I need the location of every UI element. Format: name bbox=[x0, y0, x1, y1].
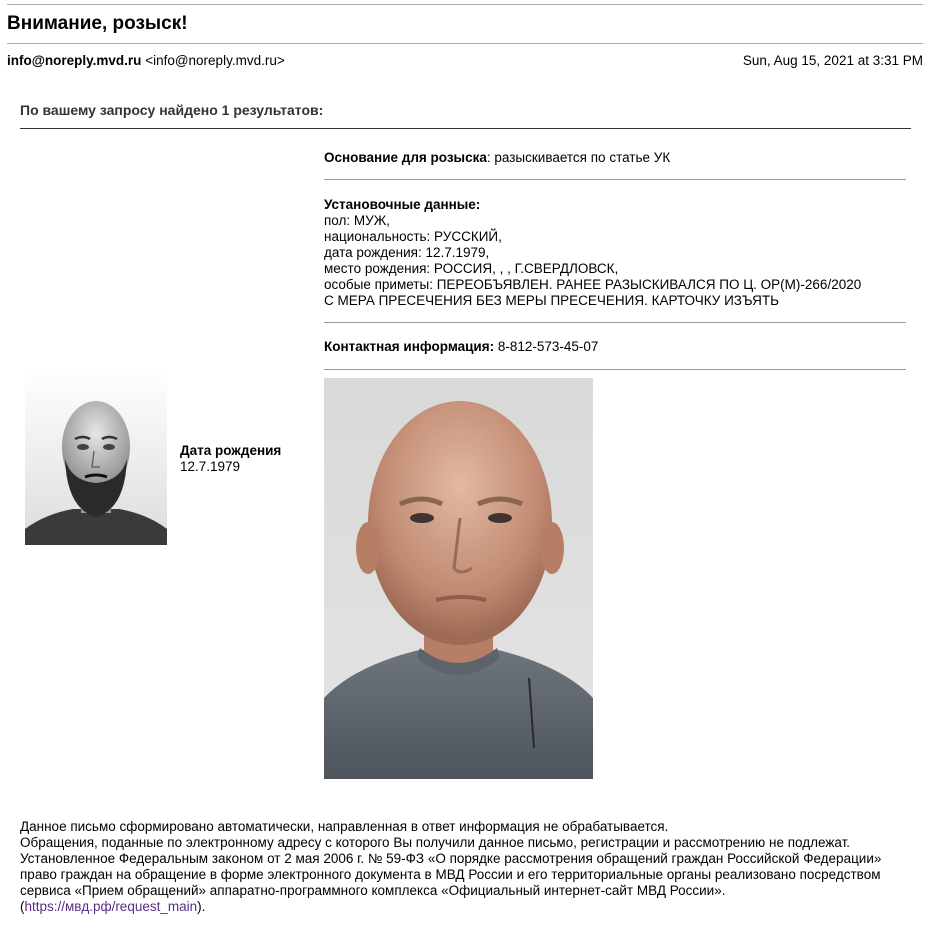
footer-line-auto: Данное письмо сформировано автоматически, направленная в ответ информация не обрабатывается. bbox=[20, 819, 669, 834]
email-date: Sun, Aug 15, 2021 at 3:31 PM bbox=[742, 53, 923, 68]
footer-line-law: Установленное Федеральным законом от 2 мая 2006 г. № 59-ФЗ «О порядке рассмотрения обращений граждан Российской Федерации» право граждан на обращение в форме электронного документа в МВД России и его территориальные органы реализовано посредством сервиса «Прием обращений» аппаратно-программного комплекса «Официальный интернет-сайт МВД России». bbox=[20, 851, 882, 898]
reason-value: : разыскивается по статье УК bbox=[486, 150, 671, 165]
section-divider bbox=[324, 369, 906, 370]
request-main-link[interactable]: https://мвд.рф/request_main bbox=[24, 899, 198, 914]
contact-phone: 8-812-573-45-07 bbox=[494, 339, 599, 354]
person-silhouette-gray bbox=[25, 369, 167, 545]
footer-line-no-register: Обращения, поданные по электронному адресу с которого Вы получили данное письмо, регистрации и рассмотрению не подлежат. bbox=[20, 835, 851, 850]
link-close-paren: ). bbox=[197, 899, 206, 914]
details-line-measure: С МЕРА ПРЕСЕЧЕНИЯ БЕЗ МЕРЫ ПРЕСЕЧЕНИЯ. КАРТОЧКУ ИЗЪЯТЬ bbox=[324, 293, 780, 308]
details-line-birthdate: дата рождения: 12.7.1979, bbox=[324, 245, 490, 260]
person-photo-small bbox=[25, 369, 167, 545]
link-open-paren: ( bbox=[20, 899, 25, 914]
person-photo-large bbox=[324, 378, 593, 779]
details-line-birthplace: место рождения: РОССИЯ, , , Г.СВЕРДЛОВСК, bbox=[324, 261, 619, 276]
sender-name[interactable]: info@noreply.mvd.ru bbox=[7, 53, 142, 68]
reason-label: Основание для розыска bbox=[324, 150, 487, 165]
sender bbox=[7, 53, 285, 68]
side-dob-value: 12.7.1979 bbox=[180, 459, 241, 474]
side-dob-label: Дата рождения bbox=[180, 443, 282, 458]
footer-link-line bbox=[20, 899, 915, 915]
contact-label: Контактная информация: bbox=[324, 339, 495, 354]
result-divider bbox=[20, 128, 911, 129]
sender-address: <info@noreply.mvd.ru> bbox=[145, 53, 285, 68]
section-divider bbox=[324, 322, 906, 323]
person-silhouette-color bbox=[324, 378, 593, 779]
details-line-marks: особые приметы: ПЕРЕОБЪЯВЛЕН. РАНЕЕ РАЗЫСКИВАЛСЯ ПО Ц. ОР(М)-266/2020 bbox=[324, 277, 862, 292]
result-header: По вашему запросу найдено 1 результатов: bbox=[20, 102, 324, 118]
email-subject: Внимание, розыск! bbox=[7, 13, 188, 34]
section-divider bbox=[324, 179, 906, 180]
details-label: Установочные данные: bbox=[324, 197, 481, 212]
details-line-sex: пол: МУЖ, bbox=[324, 213, 390, 228]
reason-section bbox=[324, 150, 670, 166]
details-line-nationality: национальность: РУССКИЙ, bbox=[324, 229, 502, 244]
details-section bbox=[324, 197, 861, 309]
contact-section bbox=[324, 339, 598, 355]
top-divider bbox=[7, 4, 923, 5]
footer-notice bbox=[20, 819, 915, 915]
subject-divider bbox=[7, 43, 923, 44]
